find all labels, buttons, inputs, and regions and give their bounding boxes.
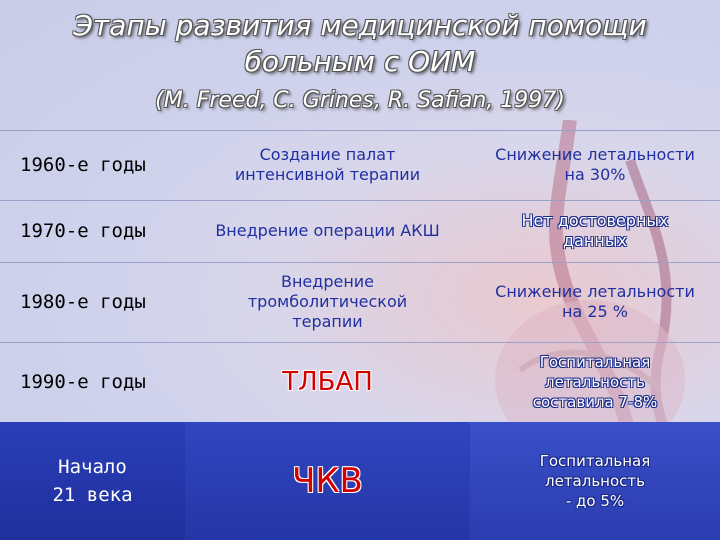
intervention-cell: ТЛБАП: [282, 367, 373, 397]
intervention-cell: Внедрение операции АКШ: [215, 221, 440, 240]
outcome-cell: Нет достоверных данных: [521, 211, 669, 250]
outcome-cell: Снижение летальности на 25 %: [495, 282, 695, 321]
table-row: [0, 200, 720, 262]
intervention-cell: Создание палат интенсивной терапии: [234, 145, 421, 184]
intervention-cell: ЧКВ: [292, 461, 363, 501]
authors-citation: (M. Freed, C. Grines, R. Safian, 1997): [155, 88, 565, 113]
stages-table: [0, 130, 720, 540]
title-line-1: Этапы развития медицинской помощи: [73, 9, 647, 42]
intervention-cell: Внедрение тромболитической терапии: [247, 272, 408, 331]
table-row-highlighted: [0, 422, 720, 540]
outcome-cell: Снижение летальности на 30%: [495, 145, 695, 184]
table-row: [0, 342, 720, 422]
outcome-cell: Госпитальная летальность составила 7-8%: [532, 353, 658, 411]
period-cell: 1970-е годы: [20, 220, 146, 242]
outcome-cell: Госпитальная летальность - до 5%: [539, 452, 651, 510]
period-cell: 1960-е годы: [20, 154, 146, 176]
period-cell: 1980-е годы: [20, 291, 146, 313]
period-cell: 1990-е годы: [20, 371, 146, 393]
table-row: [0, 262, 720, 342]
title-line-2: больным с ОИМ: [244, 45, 476, 78]
period-cell: Начало 21 века: [52, 456, 133, 506]
slide-title: [0, 8, 720, 80]
table-row: [0, 130, 720, 200]
